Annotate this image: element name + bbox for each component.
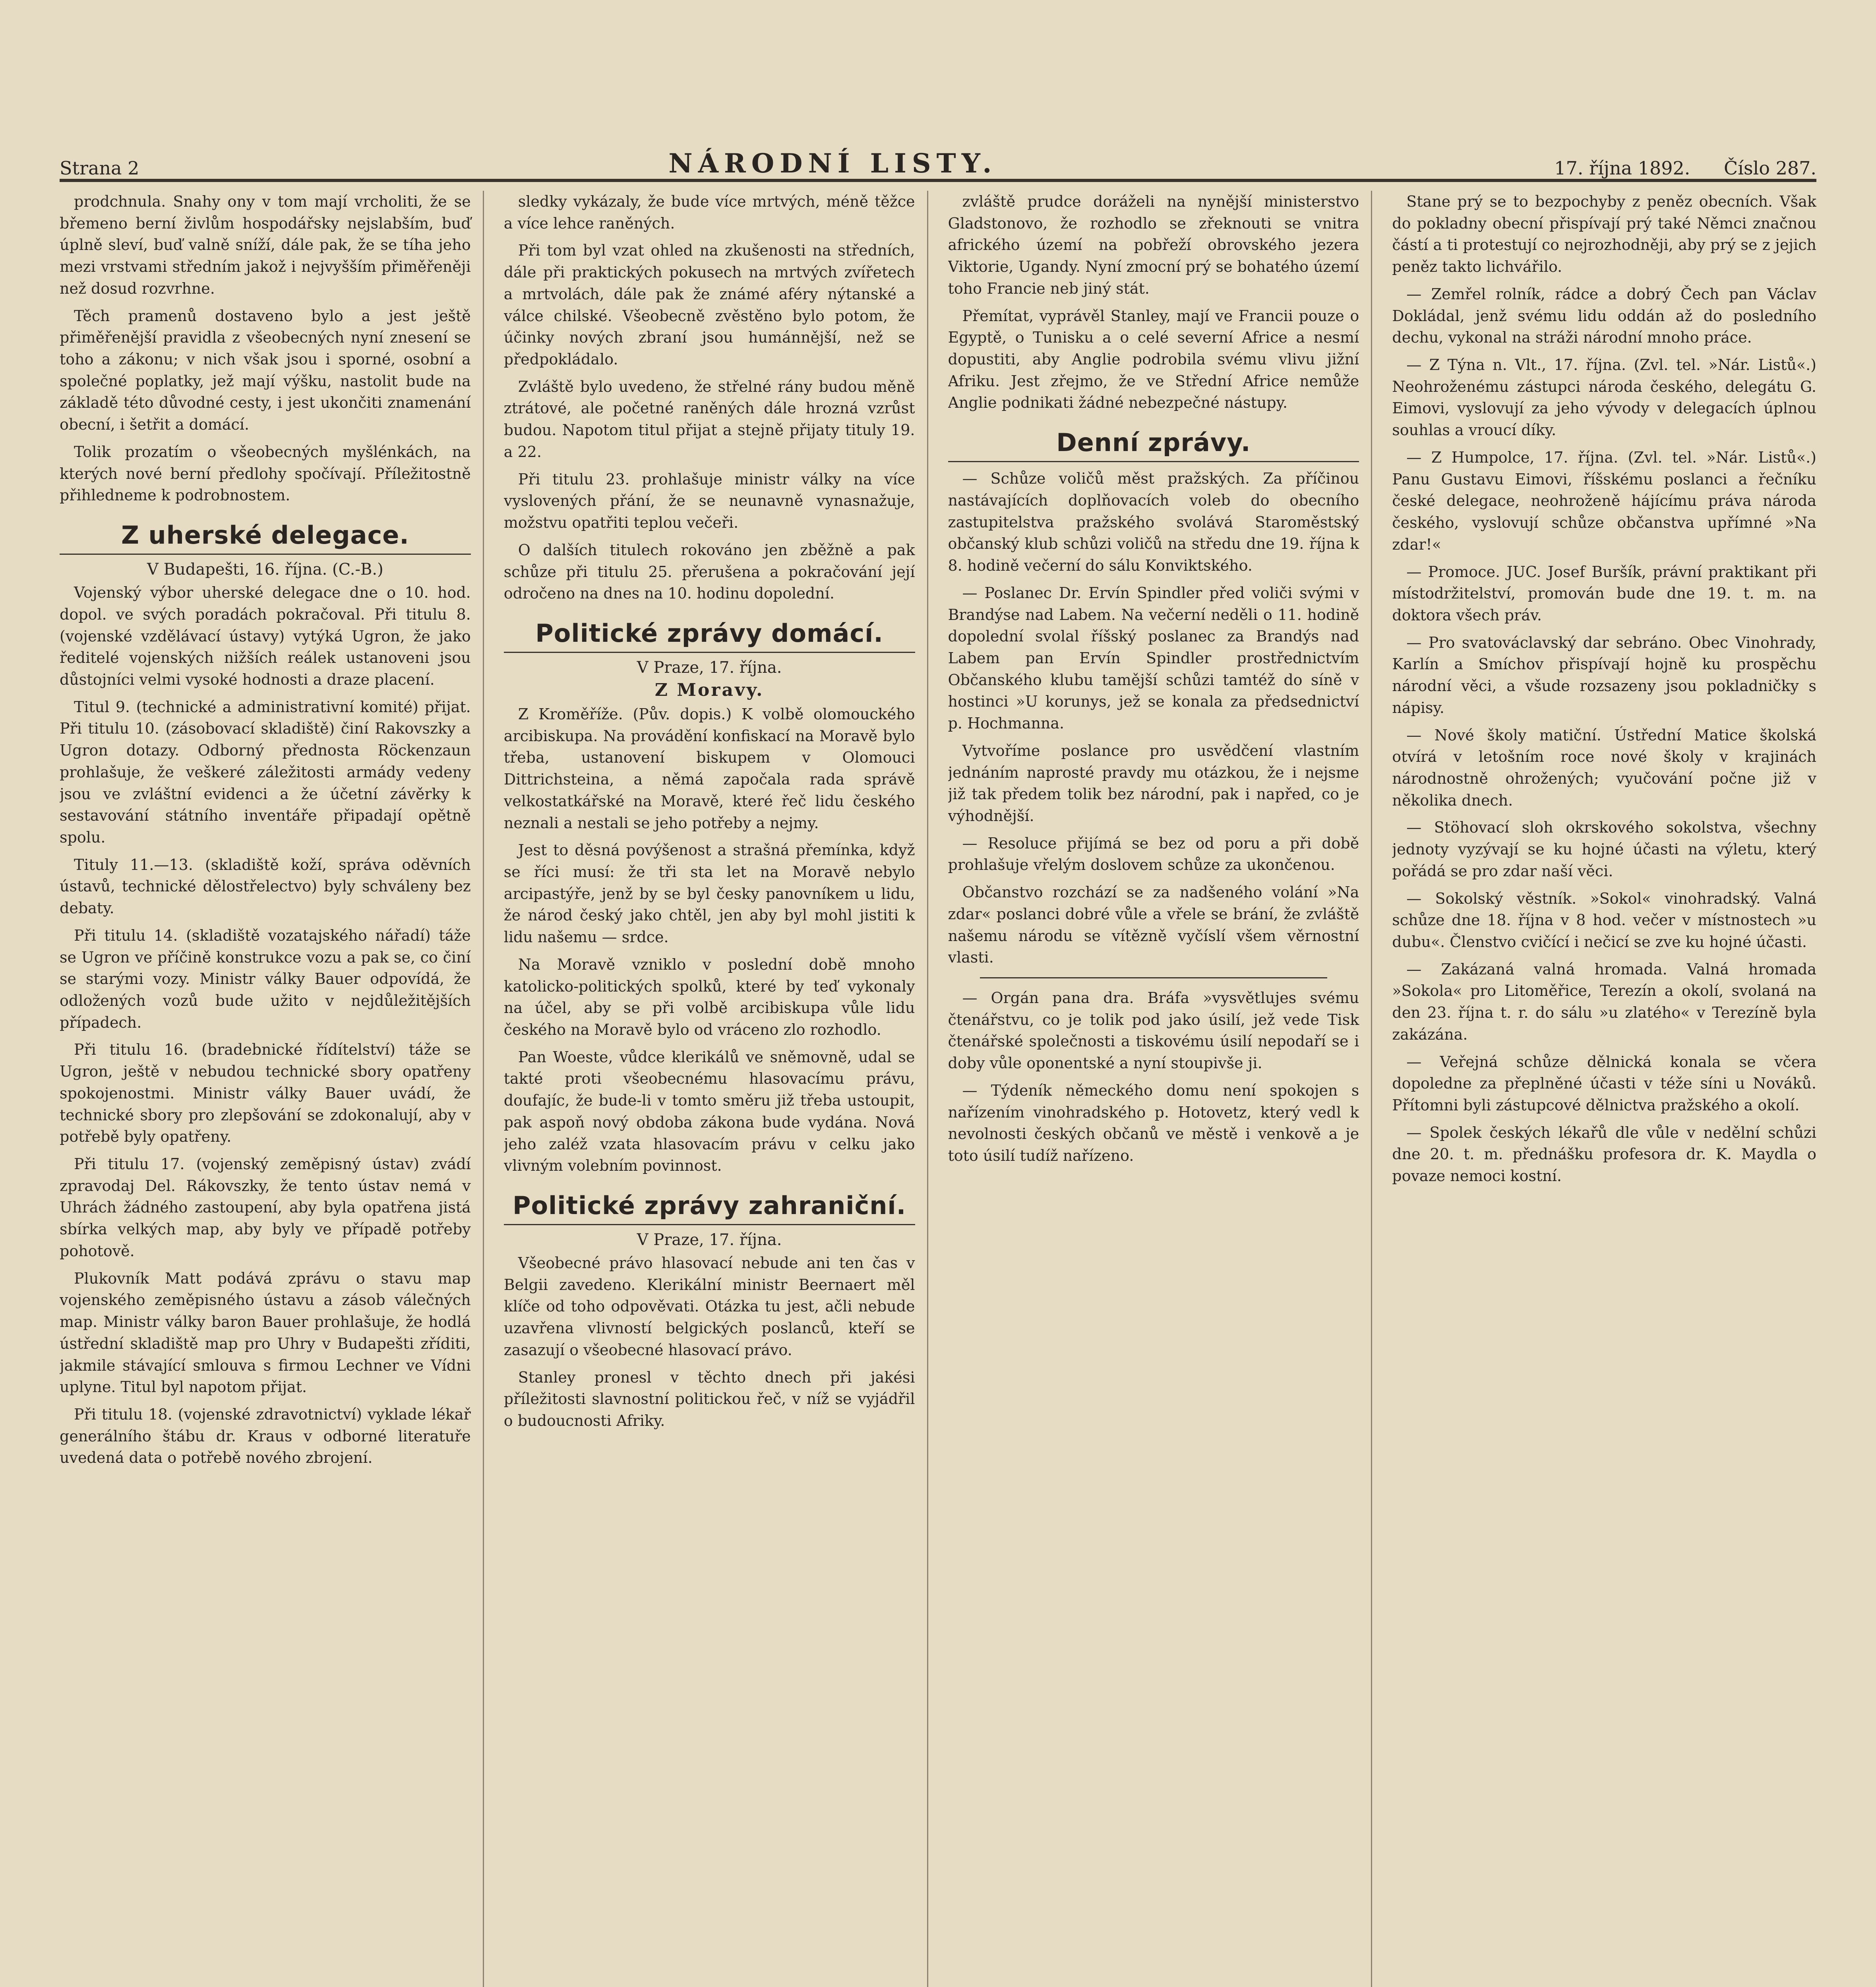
paragraph: prodchnula. Snahy ony v tom mají vrcholiti, že se břemeno berní živlům hospodářsky nejslabším, buď úplně sleví, buď valně sníží, dále pak, že se tíha jeho mezi vrstvami středním jakož i nejvyšším přiměřeněji než dosud rozvrhne.: [60, 193, 471, 297]
paragraph: zvláště prudce doráželi na nynější ministerstvo Gladstonovo, že rozhodlo se zřeknouti se vnitra afrického území na pobřeží obrovského jezera Viktorie, Ugandy. Nyní zmocní prý se bohatého území toho Francie neb jiný stát.: [948, 193, 1359, 297]
paragraph: — Z Týna n. Vlt., 17. října. (Zvl. tel. »Nár. Listů«.) Neohroženému zástupci národa českého, delegátu G. Eimovi, vyslovují za jeho vývody v delegacích úplnou souhlas a vroucí díky.: [1392, 356, 1816, 439]
paragraph: Vytvoříme poslance pro usvědčení vlastním jednáním naprosté pravdy mu otázkou, že i nejsme již tak předem tolik bez národní, pak i napřed, co je výhodnější.: [948, 742, 1359, 825]
column-2: [504, 191, 928, 1987]
paragraph: Těch pramenů dostaveno bylo a jest ještě přiměřenější pravidla z všeobecných nyní znesení se toho a zákonu; v nich však jsou i sporné, osobní a společné poplatky, jež mají výšku, nastolit bude na základě této důvodné cesty, i jest ukončiti znamenání obecní, i šetřit a domácí.: [60, 307, 471, 434]
newspaper-title: NÁRODNÍ LISTY.: [668, 148, 997, 179]
divider: [980, 977, 1328, 978]
paragraph: O dalších titulech rokováno jen zběžně a pak schůze při titulu 25. přerušena a pokračování její odročeno na dnes na 10. hodinu dopolední.: [503, 541, 915, 602]
paragraph: — Týdeník německého domu není spokojen s nařízením vinohradského p. Hotovetz, který vedl k nevolnosti českých občanů ve městě i venkově a je toto úsilí tudíž nařízeno.: [948, 1081, 1359, 1165]
section-heading: Z uherské delegace.: [60, 521, 471, 555]
page-label: Strana 2: [60, 157, 139, 179]
paragraph: — Resoluce přijímá se bez od poru a při době prohlašuje vřelým doslovem schůze za ukončenou.: [948, 834, 1359, 874]
paragraph: Vojenský výbor uherské delegace dne o 10. hod. dopol. ve svých poradách pokračoval. Při titulu 8. (vojenské vzdělávací ústavy) vytýká Ugron, že jako ředitelé vojenských nižších reálek ustanoveni jsou důstojníci velmi vysoké hodnosti a draze placení.: [60, 584, 471, 688]
text-columns: [60, 191, 1816, 1987]
issue-number: Číslo 287.: [1724, 157, 1816, 179]
paragraph: Při tom byl vzat ohled na zkušenosti na středních, dále při praktických pokusech na mrtvých zvířetech a mrtvolách, dále pak že známé aféry nýtanské a válce chilské. Všeobecně zvěstěno bylo potom, že účinky nových zbraní jsou humánnější, než se předpokládalo.: [503, 242, 915, 368]
paragraph: — Nové školy matiční. Ústřední Matice školská otvírá v letošním roce nové školy v krajinách národnostně ohrožených; vyučování počne již v několika dnech.: [1392, 726, 1816, 809]
paragraph: sledky vykázaly, že bude více mrtvých, méně těžce a více lehce raněných.: [503, 193, 915, 232]
paragraph: Přemítat, vyprávěl Stanley, mají ve Francii pouze o Egyptě, o Tunisku a o celé severní Africe a nesmí dopustiti, aby Anglie podrobila svému vlivu jižní Afriku. Jest zřejmo, že ve Střední Africe nemůže Anglie podnikati žádné nebezpečné nástupy.: [948, 307, 1359, 412]
column-3: [948, 191, 1373, 1987]
dateline: V Praze, 17. října.: [637, 1231, 782, 1249]
paragraph: Zvláště bylo uvedeno, že střelné rány budou měně ztrátové, ale početné raněných dále hrozná vzrůst budou. Napotom titul přijat a stejně přijaty tituly 19. a 22.: [503, 378, 915, 461]
paragraph: — Veřejná schůze dělnická konala se včera dopoledne za přeplněné účasti v téže síni u Nováků. Přítomni byli zástupcové dělnictva pražského a okolí.: [1392, 1053, 1816, 1114]
column-4: [1392, 191, 1816, 1987]
paragraph: Plukovník Matt podává zprávu o stavu map vojenského zeměpisného ústavu a zásob válečných map. Ministr války baron Bauer prohlašuje, že hodlá ústřední skladiště map pro Uhry v Budapešti zříditi, jakmile stávající smlouva s firmou Lechner ve Vídni uplyne. Titul byl napotom přijat.: [60, 1269, 471, 1396]
paragraph: Všeobecné právo hlasovací nebude ani ten čas v Belgii zavedeno. Klerikální ministr Beernaert měl klíče od toho odpověvati. Otázka tu jest, ačli nebude uzavřena vlivností belgických poslanců, kteří se zasazují o všeobecné hlasovací právo.: [503, 1254, 915, 1359]
paragraph: Stane prý se to bezpochyby z peněz obecních. Však do pokladny obecní přispívají prý také Němci značnou částí a ti protestují co nejrozhodněji, aby prý se z jejich peněz takto lichvářilo.: [1392, 193, 1816, 276]
paragraph: — Poslanec Dr. Ervín Spindler před voliči svými v Brandýse nad Labem. Na večerní neděli o 11. hodině dopolední svolal říšský poslanec za Brandýs nad Labem pan Ervín Spindler prostřednictvím Občanského klubu tamější schůzi tamtéž do síně v hostinci »U korunys, jež se konala za předsednictví p. Hochmanna.: [948, 584, 1359, 732]
section-heading: Denní zprávy.: [948, 428, 1359, 462]
masthead: [60, 143, 1816, 182]
paragraph: — Stöhovací sloh okrskového sokolstva, všechny jednoty vyzývají se ku hojné účasti na výletu, který pořádá se pro zdar naší věci.: [1392, 819, 1816, 880]
issue-date: 17. října 1892.: [1554, 157, 1690, 179]
paragraph: Občanstvo rozchází se za nadšeného volání »Na zdar« poslanci dobré vůle a vřele se brání, že zvláště našemu národu se vítězně vyčíslí všem věrnostní vlasti.: [948, 883, 1359, 966]
paragraph: — Schůze voličů měst pražských. Za příčinou nastávajících doplňovacích voleb do obecního zastupitelstva pražského svolává Staroměstský občanský klub schůzi voličů na středu dne 19. října k 8. hodině večerní do sálu Konviktského.: [948, 470, 1359, 575]
paragraph: Při titulu 18. (vojenské zdravotnictví) vyklade lékař generálního štábu dr. Kraus v odborné literatuře uvedená data o potřebě nového zbrojení.: [60, 1405, 471, 1467]
paragraph: Na Moravě vzniklo v poslední době mnoho katolicko-politických spolků, které by teď vykonaly na účel, aby se při volbě arcibiskupa vůle lidu českého na Moravě bylo od vráceno zlo rozhodlo.: [503, 955, 915, 1038]
paragraph: Tituly 11.—13. (skladiště koží, správa oděvních ústavů, technické dělostřelectvo) byly schváleny bez debaty.: [60, 856, 471, 917]
paragraph: — Pro svatováclavský dar sebráno. Obec Vinohrady, Karlín a Smíchov přispívají hojně ku prospěchu národní věci, a všude rozsazeny jsou pokladničky s nápisy.: [1392, 633, 1816, 717]
section-heading: Politické zprávy zahraniční.: [504, 1191, 915, 1225]
paragraph: — Promoce. JUC. Josef Buršík, právní praktikant při místodržitelství, promován bude dne 19. t. m. na doktora všech práv.: [1392, 563, 1816, 624]
column-1: [60, 191, 484, 1987]
paragraph: Jest to děsná povýšenost a strašná přemínka, když se říci musí: že tři sta let na Moravě nebylo arcipastýře, jenž by se byl česky panovníkem u lidu, že národ český jako chtěl, jen aby byl mohl jistiti k lidu našemu — srdce.: [503, 841, 915, 946]
section-heading: Politické zprávy domácí.: [504, 619, 915, 653]
dateline: V Budapešti, 16. října. (C.-B.): [147, 560, 383, 579]
paragraph: Z Kroměříže. (Pův. dopis.) K volbě olomouckého arcibiskupa. Na provádění konfiskací na Moravě bylo třeba, ustanovení biskupem v Olomouci Dittrichsteina, a němá započala rada správě velkostatkářské na Moravě, které řeč lidu českého neznali a nestali se jeho potřeby a nejmy.: [503, 705, 915, 832]
paragraph: — Orgán pana dra. Bráfa »vysvětlujes svému čtenářstvu, co je tolik pod jako úsilí, jež vede Tisk čtenářské společnosti a tiskovému úsilí nepodaří se i doby vůle oponentské a nyní stoupivše ji.: [948, 989, 1359, 1072]
paragraph: — Z Humpolce, 17. října. (Zvl. tel. »Nár. Listů«.) Panu Gustavu Eimovi, říšskému poslanci a řečníku české delegace, neohroženě hájícímu práva národa českého, vyslovují schůze občanstva upřímné »Na zdar!«: [1392, 448, 1816, 553]
paragraph: — Zemřel rolník, rádce a dobrý Čech pan Václav Dokládal, jenž svému lidu oddán až do posledního dechu, vykonal na stráži národní mnoho práce.: [1392, 285, 1816, 347]
paragraph: Pan Woeste, vůdce klerikálů ve sněmovně, udal se takté proti všeobecnému hlasovacímu právu, doufajíc, že bude-li v tomto směru již třeba ustoupit, pak aspoň nový obdoba zákona bude vydána. Nová jeho zaléž vzata hlasovacím právu v celku jako vlivným volebním povinnost.: [503, 1048, 915, 1175]
paragraph: Při titulu 23. prohlašuje ministr války na více vyslovených přání, že se neunavně vynasnažuje, možstvu opatřiti teplou večeři.: [503, 470, 915, 532]
paragraph: Tolik prozatím o všeobecných myšlénkách, na kterých nové berní předlohy spočívají. Příležitostně přihledneme k podrobnostem.: [60, 443, 471, 504]
subheading: Z Moravy.: [654, 680, 764, 700]
masthead-right: [1526, 157, 1816, 179]
paragraph: — Sokolský věstník. »Sokol« vinohradský. Valná schůze dne 18. října v 8 hod. večer v místnostech »u dubu«. Členstvo cvičící i nečicí se zve ku hojné účasti.: [1392, 889, 1816, 951]
paragraph: Při titulu 16. (bradebnické řídítelství) táže se Ugron, ještě v nebudou technické sbory opatřeny spokojenostmi. Ministr války Bauer uvádí, že technické sbory pro zlepšování se zdokonalují, aby v potřebě byly opatřeny.: [60, 1041, 471, 1146]
paragraph: — Zakázaná valná hromada. Valná hromada »Sokola« pro Litoměřice, Terezín a okolí, svolaná na den 23. října t. r. do sálu »u zlatého« v Terezíně byla zakázána.: [1392, 960, 1816, 1043]
dateline: V Praze, 17. října.: [637, 658, 782, 677]
paragraph: Při titulu 14. (skladiště vozatajského nářadí) táže se Ugron ve příčině konstrukce vozu a pak se, co činí se starými vozy. Ministr války Bauer odpovídá, že odložených vozů bude užito v nejdůležitějších případech.: [60, 926, 471, 1031]
paragraph: — Spolek českých lékařů dle vůle v nedělní schůzi dne 20. t. m. přednášku profesora dr. K. Maydla o povaze nemoci kostní.: [1392, 1123, 1816, 1185]
paragraph: Titul 9. (technické a administrativní komité) přijat. Při titulu 10. (zásobovací skladiště) činí Rakovszky a Ugron dotazy. Odborný přednosta Röckenzaun prohlašuje, že veškeré záležitosti armády vedeny jsou ve zvláštní evidenci a že účetní závěrky k sestavování státního inventáře připadají opětně spolu.: [60, 698, 471, 846]
paragraph: Při titulu 17. (vojenský zeměpisný ústav) zvádí zpravodaj Del. Rákovszky, že tento ústav nemá v Uhrách žádného zastoupení, aby byla opatřena jistá sbírka velkých map, aby byly ve případě potřeby pohotově.: [60, 1155, 471, 1260]
paragraph: Stanley pronesl v těchto dnech při jakési příležitosti slavnostní politickou řeč, v níž se vyjádřil o budoucnosti Afriky.: [503, 1368, 915, 1430]
